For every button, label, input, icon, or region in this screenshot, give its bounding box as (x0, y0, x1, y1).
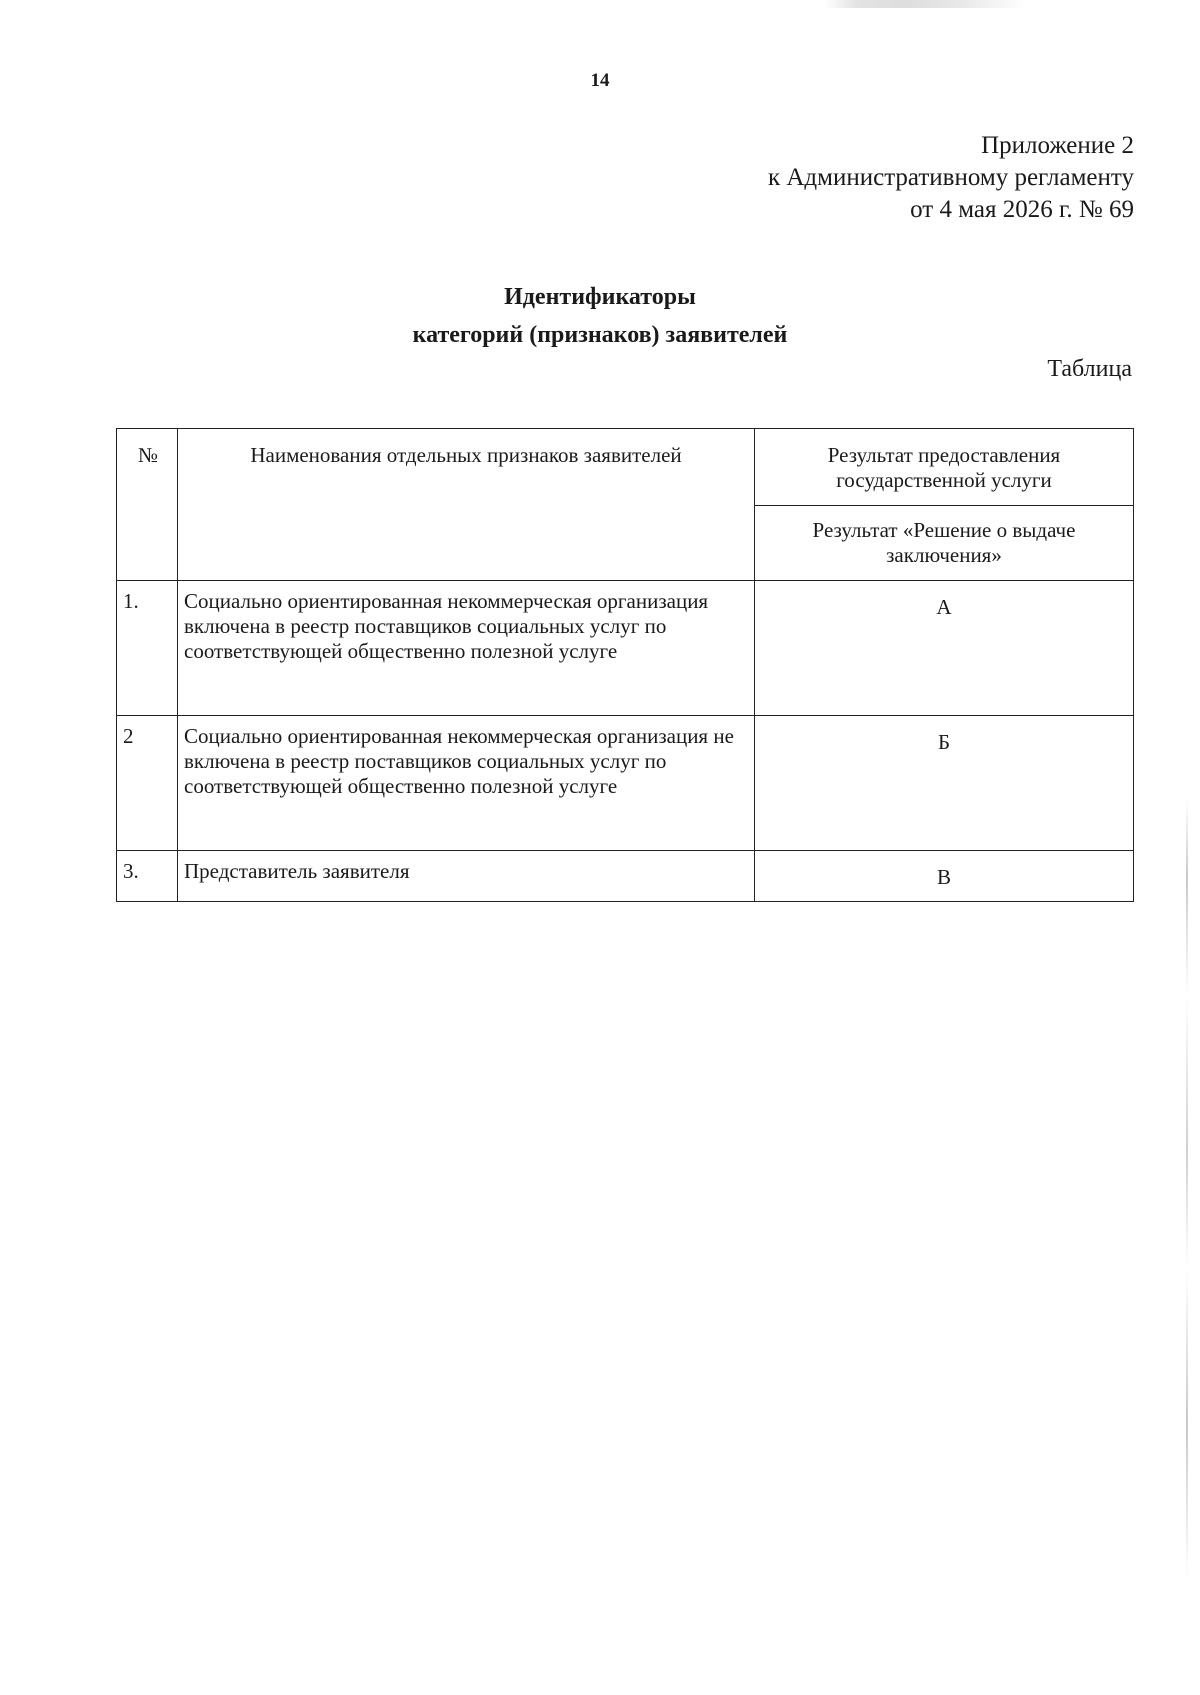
scan-artifact (825, 0, 1025, 8)
page-number: 14 (590, 70, 610, 91)
table-header-row (117, 429, 1134, 506)
row-num: 3. (117, 851, 178, 902)
document-title (0, 278, 1200, 354)
row-num: 1. (117, 581, 178, 716)
table-row (117, 851, 1134, 902)
title-line-2: категорий (признаков) заявителей (412, 322, 788, 348)
header-name: Наименования отдельных признаков заявителей (178, 429, 755, 581)
scan-edge-line (1186, 800, 1188, 1580)
header-result-sub: Результат «Решение о выдаче заключения» (755, 506, 1134, 581)
table-row (117, 581, 1134, 716)
table-row (117, 716, 1134, 851)
row-code: Б (755, 716, 1134, 851)
appendix-block (768, 130, 1134, 226)
appendix-line-3: от 4 мая 2026 г. № 69 (910, 196, 1134, 223)
row-code: А (755, 581, 1134, 716)
identifiers-table (116, 428, 1134, 902)
appendix-line-1: Приложение 2 (981, 132, 1134, 159)
header-num: № (117, 429, 178, 581)
title-line-1: Идентификаторы (504, 284, 696, 310)
appendix-line-2: к Административному регламенту (767, 164, 1134, 191)
row-name: Социально ориентированная некоммерческая организация не включена в реестр поставщиков социальных услуг по соответствующей общественно полезной услуге (178, 716, 755, 851)
row-code: В (755, 851, 1134, 902)
row-name: Социально ориентированная некоммерческая организация включена в реестр поставщиков социальных услуг по соответствующей общественно полезной услуге (178, 581, 755, 716)
row-num: 2 (117, 716, 178, 851)
header-result: Результат предоставления государственной услуги (755, 429, 1134, 506)
row-name: Представитель заявителя (178, 851, 755, 902)
table-label: Таблица (1047, 356, 1132, 382)
